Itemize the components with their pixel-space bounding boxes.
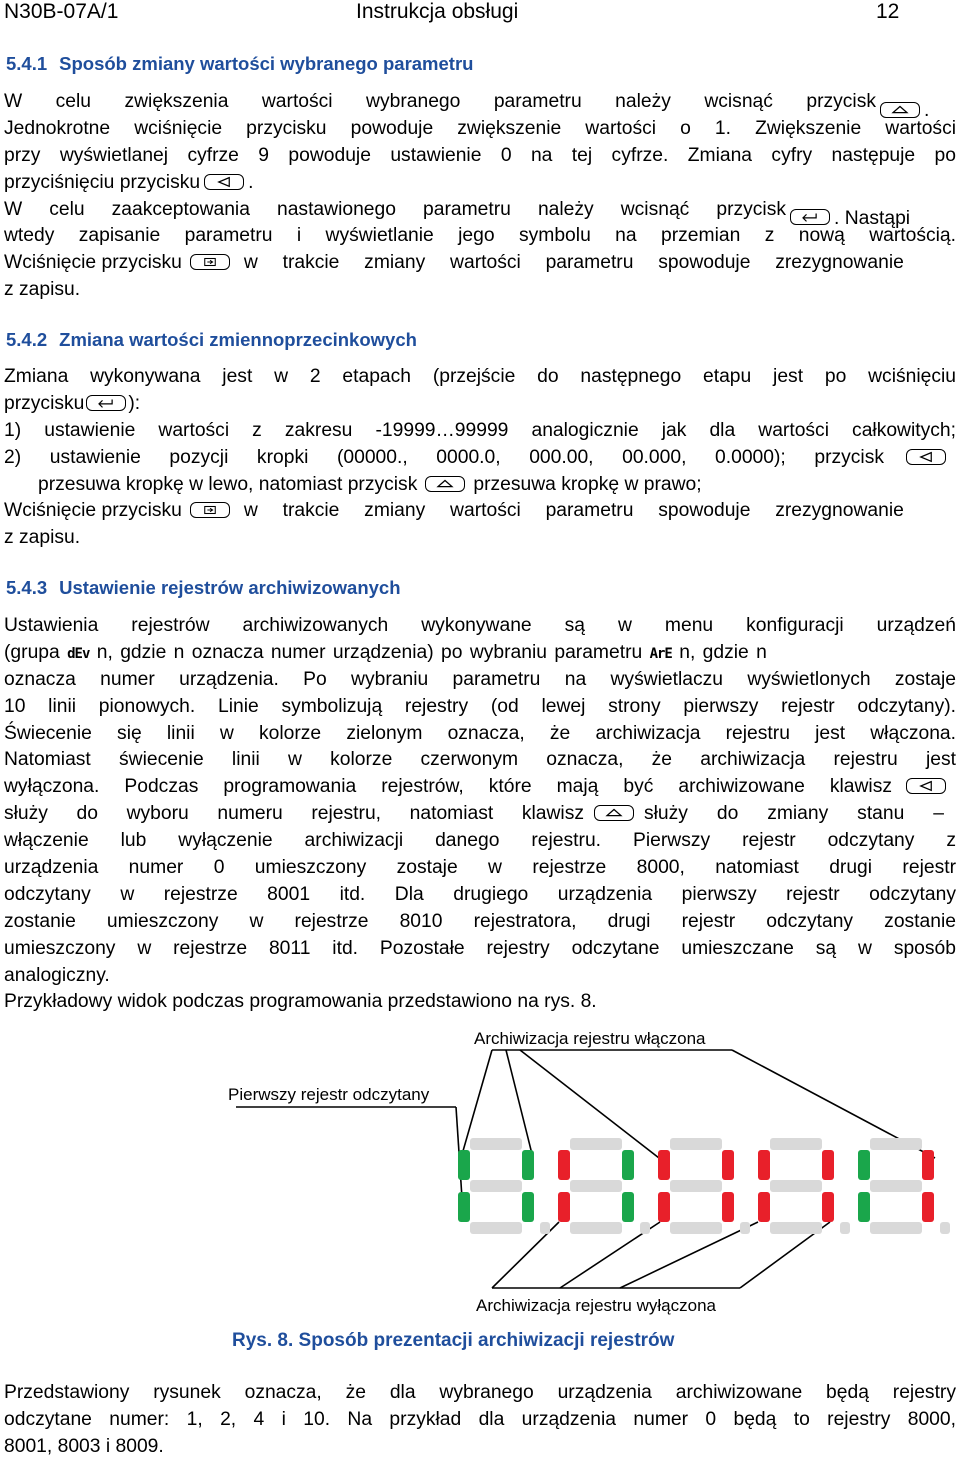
left-arrow-icon <box>204 174 244 190</box>
text-line: 10 linii pionowych. Linie symbolizują rejestry (od lewej strony pierwszy rejestr odczytany). <box>4 695 956 717</box>
segment-bottom <box>570 1222 622 1234</box>
text-line: włączenie lub wyłączenie archiwizacji danego rejestru. Pierwszy rejestr odczytany z <box>4 830 956 852</box>
text-line: analogiczny. <box>4 964 110 986</box>
decimal-point <box>640 1222 650 1234</box>
text-line: z zapisu. <box>4 527 81 549</box>
left-arrow-icon <box>906 449 946 465</box>
register-segment <box>822 1192 834 1222</box>
text-line: Przykładowy widok podczas programowania przedstawiono na rys. 8. <box>4 991 597 1013</box>
text-line: odczytany w rejestrze 8001 itd. Dla drugiego urządzenia pierwszy rejestr odczytany <box>4 883 956 905</box>
paragraph-543 <box>4 613 956 1016</box>
decimal-point <box>940 1222 950 1234</box>
text-line: przy wyświetlanej cyfrze 9 powoduje ustawienie 0 na tej cyfrze. Zmiana cyfry następuje po <box>4 144 956 166</box>
escape-icon <box>190 254 230 270</box>
text-line: Wciśnięcie przycisku w trakcie zmiany wartości parametru spowoduje zrezygnowanie <box>4 500 904 522</box>
page-number: 12 <box>876 0 900 23</box>
up-arrow-icon <box>425 476 465 492</box>
text-line: zostanie umieszczony w rejestrze 8010 rejestratora, drugi rejestr odczytany zostanie <box>4 910 956 932</box>
section-heading-541 <box>6 53 473 75</box>
register-segment <box>822 1150 834 1180</box>
section-title: Sposób zmiany wartości wybranego parametru <box>59 53 474 74</box>
segment-bottom <box>670 1222 722 1234</box>
text-line: z zapisu. <box>4 279 81 301</box>
register-segment <box>858 1192 870 1222</box>
segment-top <box>570 1138 622 1150</box>
section-heading-543 <box>6 577 401 599</box>
text-line: Jednokrotne wciśnięcie przycisku powoduje zwiększenie wartości o 1. Zwiększenie wartości <box>4 117 956 139</box>
paragraph-541 <box>4 89 956 304</box>
text-line: 8001, 8003 i 8009. <box>4 1435 164 1457</box>
section-title: Zmiana wartości zmiennoprzecinkowych <box>59 329 417 350</box>
text-line: Przedstawiony rysunek oznacza, że dla wybranego urządzenia archiwizowane będą rejestry <box>4 1382 956 1403</box>
register-segment <box>758 1192 770 1222</box>
register-segment <box>922 1150 934 1180</box>
text-line: wtedy zapisanie parametru i wyświetlanie jego symbolu na przemian z nową wartością. <box>4 225 956 247</box>
register-segment <box>722 1150 734 1180</box>
segment-top <box>670 1138 722 1150</box>
segment-bottom <box>870 1222 922 1234</box>
segment-middle <box>670 1180 722 1192</box>
register-segment <box>758 1150 770 1180</box>
segment-top <box>470 1138 522 1150</box>
enter-icon <box>86 395 126 411</box>
register-segment <box>558 1150 570 1180</box>
text-line: przycisku ): <box>4 392 141 414</box>
decimal-point <box>840 1222 850 1234</box>
label-archiving-enabled: Archiwizacja rejestru włączona <box>474 1029 706 1048</box>
segment-bottom <box>470 1222 522 1234</box>
register-segment <box>458 1150 470 1180</box>
section-number: 5.4.3 <box>6 577 48 598</box>
up-arrow-icon <box>880 102 920 118</box>
register-segment <box>622 1192 634 1222</box>
device-group-symbol: dEv <box>67 645 90 662</box>
register-segment <box>522 1150 534 1180</box>
register-segment <box>922 1192 934 1222</box>
text-line: odczytane numer: 1, 2, 4 i 10. Na przykład dla urządzenia numer 0 będą to rejestry 8000, <box>4 1408 956 1430</box>
escape-icon <box>190 502 230 518</box>
text-line: przesuwa kropkę w lewo, natomiast przycisk przesuwa kropkę w prawo; <box>38 473 702 495</box>
text-line: Natomiast świecenie linii w kolorze czerwonym oznacza, że archiwizacja rejestru jest <box>4 749 956 771</box>
text-line: urządzenia numer 0 umieszczony zostaje w rejestrze 8000, natomiast drugi rejestr <box>4 857 956 879</box>
segment-middle <box>570 1180 622 1192</box>
label-archiving-disabled: Archiwizacja rejestru wyłączona <box>476 1296 716 1315</box>
seven-segment-display <box>0 1020 960 1320</box>
figure-register-display <box>0 1020 960 1320</box>
text-line: służy do wyboru numeru rejestru, natomiast klawisz służy do zmiany stanu – <box>4 803 944 825</box>
segment-top <box>770 1138 822 1150</box>
register-segment <box>558 1192 570 1222</box>
text-line: (grupa dEv n, gdzie n oznacza numer urządzenia) po wybraniu parametru ArE n, gdzie n <box>4 641 767 663</box>
register-segment <box>658 1150 670 1180</box>
figure-caption: Rys. 8. Sposób prezentacji archiwizacji rejestrów <box>232 1330 675 1351</box>
label-first-register: Pierwszy rejestr odczytany <box>228 1085 430 1104</box>
text-line: Wciśnięcie przycisku w trakcie zmiany wartości parametru spowoduje zrezygnowanie <box>4 252 904 274</box>
section-title: Ustawienie rejestrów archiwizowanych <box>59 577 401 598</box>
up-arrow-icon <box>594 805 634 821</box>
register-segment <box>522 1192 534 1222</box>
document-code: N30B-07A/1 <box>4 0 119 23</box>
text-line: przyciśnięciu przycisku . <box>4 171 254 193</box>
register-segment <box>858 1150 870 1180</box>
paragraph-closing <box>4 1380 956 1461</box>
register-segment <box>658 1192 670 1222</box>
archive-parameter-symbol: ArE <box>649 645 672 662</box>
section-heading-542 <box>6 329 417 351</box>
document-title: Instrukcja obsługi <box>356 0 519 23</box>
section-number: 5.4.1 <box>6 53 48 74</box>
decimal-point <box>540 1222 550 1234</box>
segment-middle <box>770 1180 822 1192</box>
paragraph-542 <box>4 364 956 552</box>
text-line: wyłączona. Podczas programowania rejestrów, które mają być archiwizowane klawisz <box>4 774 956 801</box>
segment-middle <box>470 1180 522 1192</box>
page-header <box>4 0 904 26</box>
text-line: Zmiana wykonywana jest w 2 etapach (przejście do następnego etapu jest po wciśnięciu <box>4 366 956 387</box>
text-line: Świecenie się linii w kolorze zielonym oznacza, że archiwizacja rejestru jest włączona. <box>4 722 956 744</box>
text-line: oznacza numer urządzenia. Po wybraniu parametru na wyświetlaczu wyświetlonych zostaje <box>4 668 956 690</box>
register-segment <box>622 1150 634 1180</box>
text-line: Ustawienia rejestrów archiwizowanych wykonywane są w menu konfiguracji urządzeń <box>4 615 956 636</box>
segment-bottom <box>770 1222 822 1234</box>
enter-icon <box>790 209 830 225</box>
segment-middle <box>870 1180 922 1192</box>
text-line: 2) ustawienie pozycji kropki (00000., 0000.0, 000.00, 00.000, 0.0000); przycisk <box>4 445 956 472</box>
text-line: 1) ustawienie wartości z zakresu -19999…99999 analogicznie jak dla wartości całkowitych; <box>4 419 956 441</box>
left-arrow-icon <box>906 778 946 794</box>
section-number: 5.4.2 <box>6 329 48 350</box>
register-segment <box>458 1192 470 1222</box>
text-line: W celu zwiększenia wartości wybranego parametru należy wcisnąć przycisk . <box>4 91 930 121</box>
decimal-point <box>740 1222 750 1234</box>
text-line: umieszczony w rejestrze 8011 itd. Pozostałe rejestry odczytane umieszczane są w sposób <box>4 937 956 959</box>
segment-top <box>870 1138 922 1150</box>
text-line: W celu zaakceptowania nastawionego parametru należy wcisnąć przycisk . Nastąpi <box>4 198 911 229</box>
register-segment <box>722 1192 734 1222</box>
